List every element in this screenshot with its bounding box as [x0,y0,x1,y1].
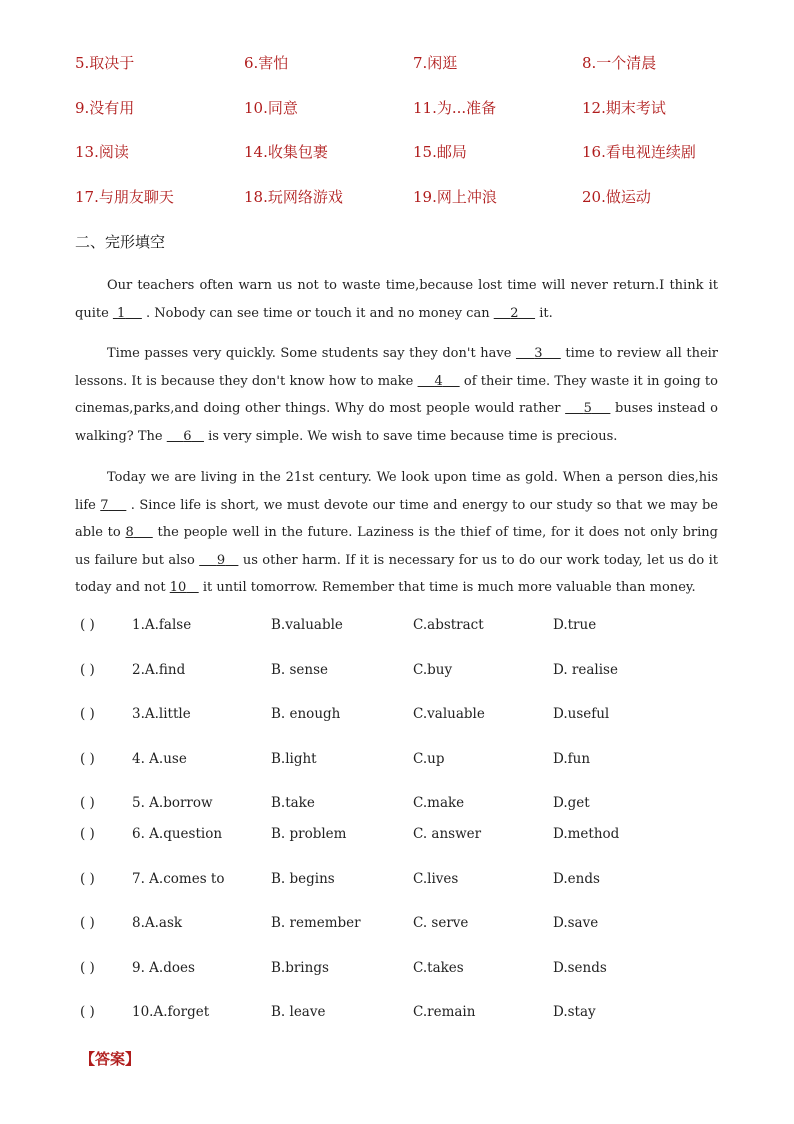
option-a: 9. A.does [132,959,195,976]
answer-paren[interactable]: ( ) [80,750,95,767]
passage-text: . Since life is short, we must devote our time and energy to our study so that we may be able to [75,497,718,540]
passage-text: Time passes very quickly. Some students say they don't have [107,346,516,361]
option-c: C.valuable [413,706,485,722]
vocab-row [75,186,735,231]
answer-paren[interactable]: ( ) [80,661,95,678]
option-a: 5. A.borrow [132,795,213,811]
option-d: D.fun [553,750,591,767]
answer-paren[interactable]: ( ) [80,706,95,722]
option-d: D. realise [553,661,618,678]
option-a: 8.A.ask [132,915,183,931]
question-row [80,1004,720,1049]
answer-paren[interactable]: ( ) [80,826,95,842]
passage-text: it. [535,305,553,321]
section-title: 二、完形填空 [75,233,166,251]
vocab-item: 8.一个清晨 [582,54,657,72]
passage-text: . Nobody can see time or touch it and no money can [141,305,494,321]
option-d: D.save [553,915,599,931]
option-b: B. problem [271,826,347,842]
vocab-item: 9.没有用 [75,98,135,117]
vocab-item: 12.期末考试 [582,98,666,117]
option-d: D.true [553,617,597,633]
vocab-item: 10.同意 [244,98,298,117]
answer-paren[interactable]: ( ) [80,617,95,633]
passage-text: Today we are living in the 21st century. We look upon time as gold. When a person dies,his life [75,470,718,513]
blank-9: 9 [216,552,226,568]
vocab-item: 13.阅读 [75,143,129,161]
blank-1: 1 [117,305,126,321]
passage-text: the people well in the future. Laziness is the thief of time, for it does not only bring us failure but also [75,525,718,568]
vocab-row [75,141,735,186]
vocab-row [75,52,735,97]
option-d: D.sends [553,959,607,976]
answer-paren[interactable]: ( ) [80,1004,95,1020]
option-a: 3.A.little [132,706,191,722]
vocab-item: 16.看电视连续剧 [582,143,696,161]
vocab-item: 18.玩网络游戏 [244,187,343,206]
option-c: C.make [413,795,465,811]
answer-paren[interactable]: ( ) [80,915,95,931]
vocab-item: 17.与朋友聊天 [75,187,174,206]
option-d: D.useful [553,706,610,722]
answer-paren[interactable]: ( ) [80,795,95,811]
question-row [80,662,720,707]
question-list [80,617,720,1049]
option-c: C.takes [413,959,464,976]
blank-2: 2 [510,305,519,321]
vocab-item: 11.为...准备 [413,98,497,117]
question-row [80,915,720,960]
option-c: C.remain [413,1004,476,1020]
blank-10: 10 [169,580,187,595]
passage-paragraph [75,272,718,327]
vocab-row [75,97,735,142]
answer-paren[interactable]: ( ) [80,959,95,976]
passage-text: Our teachers often warn us not to waste time,because lost time will never return.I think it quite [75,278,718,321]
answer-paren[interactable]: ( ) [80,870,95,887]
vocab-item: 7.闲逛 [413,54,458,72]
passage-text: is very simple. We wish to save time because time is precious. [203,428,618,444]
passage-text: buses instead o walking? The [75,401,718,444]
option-a: 10.A.forget [132,1004,210,1020]
question-row [80,960,720,1005]
vocab-item: 5.取决于 [75,54,135,72]
passage-text: us other harm. If it is necessary for us to do our work today, let us do it today and not [75,552,718,595]
option-b: B. sense [271,661,329,678]
option-b: B. remember [271,915,361,931]
option-b: B. begins [271,870,335,887]
passage-text: time to review all their lessons. It is because they don't know how to make [75,346,719,389]
option-b: B.valuable [271,617,343,633]
vocab-item: 19.网上冲浪 [413,187,497,206]
option-a: 4. A.use [132,750,187,767]
vocab-item: 6.害怕 [244,54,289,72]
option-c: C.buy [413,661,453,678]
question-row [80,826,720,871]
option-d: D.method [553,826,620,842]
option-b: B. leave [271,1004,326,1020]
option-a: 1.A.false [132,617,192,633]
passage-paragraph [75,340,718,450]
vocab-item: 20.做运动 [582,187,651,206]
option-a: 2.A.find [132,661,186,678]
vocab-item: 14.收集包裹 [244,143,328,161]
option-a: 6. A.question [132,826,223,842]
option-b: B.take [271,795,315,811]
passage-text: of their time. They waste it in going to cinemas,parks,and doing other things. Why do most people would rather [75,373,718,416]
question-row [80,706,720,751]
option-d: D.get [553,795,590,811]
blank-6: 6 [183,428,192,444]
passage-paragraph [75,464,718,602]
option-c: C.up [413,750,445,767]
question-row [80,751,720,796]
option-c: C. answer [413,826,482,842]
option-c: C. serve [413,915,469,931]
vocab-item: 15.邮局 [413,143,467,161]
blank-4: 4 [434,373,443,389]
blank-8: 8 [125,525,134,540]
option-b: B. enough [271,706,341,722]
passage-text: it until tomorrow. Remember that time is much more valuable than money. [198,580,696,595]
question-row [80,871,720,916]
vocabulary-list [75,52,735,230]
question-row [80,617,720,662]
blank-3: 3 [534,346,543,361]
option-b: B.brings [271,959,329,976]
option-c: C.lives [413,870,459,887]
blank-5: 5 [583,401,592,416]
blank-7: 7 [100,497,109,513]
option-d: D.stay [553,1004,596,1020]
option-c: C.abstract [413,617,484,633]
option-d: D.ends [553,870,600,887]
answer-heading: 【答案】 [80,1050,141,1068]
question-row [80,795,720,826]
option-b: B.light [271,750,317,767]
option-a: 7. A.comes to [132,870,225,887]
